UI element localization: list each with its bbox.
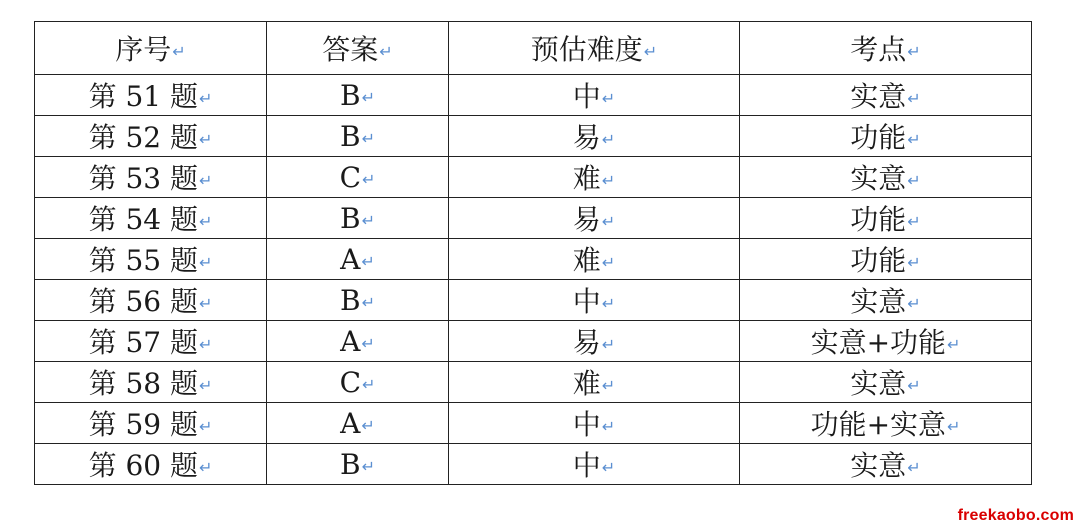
cell-answer: [267, 362, 449, 403]
cell-answer: [267, 280, 449, 321]
paragraph-mark-icon: ↵: [907, 42, 921, 61]
cell-text: C: [339, 160, 362, 194]
paragraph-mark-icon: ↵: [601, 376, 616, 395]
cell-number: [35, 403, 267, 444]
cell-difficulty: [449, 362, 740, 403]
cell-answer: [267, 321, 449, 362]
column-header-number: [35, 22, 267, 75]
paragraph-mark-icon: ↵: [199, 89, 213, 108]
paragraph-mark-icon: ↵: [361, 87, 375, 107]
cell-text: B: [340, 447, 361, 481]
column-header-label: 预估难度: [530, 33, 643, 66]
cell-text: 第 59 题: [88, 408, 199, 441]
paragraph-mark-icon: ↵: [907, 130, 921, 149]
paragraph-mark-icon: ↵: [199, 417, 213, 436]
cell-topic: [740, 157, 1032, 198]
cell-answer: [267, 157, 449, 198]
cell-answer: [267, 239, 449, 280]
paragraph-mark-icon: ↵: [361, 333, 375, 353]
paragraph-mark-icon: ↵: [601, 417, 616, 436]
paragraph-mark-icon: ↵: [199, 130, 213, 149]
cell-difficulty: [449, 403, 740, 444]
paragraph-mark-icon: ↵: [947, 335, 961, 354]
table-row: [35, 157, 1032, 198]
column-header-label: 考点: [850, 33, 907, 66]
cell-text: 实意: [850, 162, 907, 195]
cell-text: 中: [572, 449, 601, 482]
cell-text: 难: [572, 162, 601, 195]
cell-text: 易: [572, 203, 601, 236]
cell-topic: [740, 321, 1032, 362]
cell-topic: [740, 198, 1032, 239]
cell-text: 易: [572, 121, 601, 154]
paragraph-mark-icon: ↵: [362, 169, 376, 189]
cell-text: B: [340, 201, 361, 235]
cell-text: B: [340, 283, 361, 317]
cell-text: 实意: [850, 285, 907, 318]
paragraph-mark-icon: ↵: [361, 292, 375, 312]
cell-text: 易: [572, 326, 601, 359]
cell-answer: [267, 75, 449, 116]
paragraph-mark-icon: ↵: [199, 294, 213, 313]
paragraph-mark-icon: ↵: [362, 374, 376, 394]
table-row: [35, 362, 1032, 403]
answer-table: [34, 21, 1032, 485]
cell-topic: [740, 116, 1032, 157]
cell-text: 实意: [850, 367, 907, 400]
paragraph-mark-icon: ↵: [601, 253, 616, 272]
cell-text: B: [340, 119, 361, 153]
paragraph-mark-icon: ↵: [361, 415, 375, 435]
cell-answer: [267, 116, 449, 157]
cell-text: 第 54 题: [88, 203, 199, 236]
cell-number: [35, 321, 267, 362]
cell-text: 功能: [850, 121, 907, 154]
paragraph-mark-icon: ↵: [907, 171, 921, 190]
cell-difficulty: [449, 239, 740, 280]
table-row: [35, 239, 1032, 280]
table-row: [35, 75, 1032, 116]
cell-text: 功能+实意: [810, 408, 947, 441]
paragraph-mark-icon: ↵: [379, 42, 393, 61]
paragraph-mark-icon: ↵: [907, 253, 921, 272]
paragraph-mark-icon: ↵: [199, 335, 213, 354]
cell-text: 第 57 题: [88, 326, 199, 359]
paragraph-mark-icon: ↵: [601, 294, 616, 313]
cell-number: [35, 198, 267, 239]
cell-text: A: [340, 324, 361, 358]
paragraph-mark-icon: ↵: [199, 458, 213, 477]
paragraph-mark-icon: ↵: [361, 456, 375, 476]
cell-number: [35, 444, 267, 485]
paragraph-mark-icon: ↵: [601, 458, 616, 477]
cell-text: 第 60 题: [88, 449, 199, 482]
paragraph-mark-icon: ↵: [601, 130, 616, 149]
table-row: [35, 444, 1032, 485]
cell-text: 中: [572, 285, 601, 318]
cell-text: 中: [572, 80, 601, 113]
paragraph-mark-icon: ↵: [199, 212, 213, 231]
cell-text: 第 51 题: [88, 80, 199, 113]
paragraph-mark-icon: ↵: [199, 253, 213, 272]
cell-answer: [267, 403, 449, 444]
cell-topic: [740, 280, 1032, 321]
watermark: freekaobo.com: [957, 507, 1074, 524]
paragraph-mark-icon: ↵: [643, 42, 658, 61]
paragraph-mark-icon: ↵: [199, 376, 213, 395]
cell-number: [35, 239, 267, 280]
cell-number: [35, 157, 267, 198]
paragraph-mark-icon: ↵: [907, 294, 921, 313]
paragraph-mark-icon: ↵: [199, 171, 213, 190]
column-header-label: 答案: [322, 33, 379, 66]
paragraph-mark-icon: ↵: [907, 376, 921, 395]
cell-difficulty: [449, 198, 740, 239]
cell-text: A: [340, 242, 361, 276]
cell-text: 实意: [850, 80, 907, 113]
paragraph-mark-icon: ↵: [601, 89, 616, 108]
table-body: [35, 75, 1032, 485]
cell-text: 第 58 题: [88, 367, 199, 400]
table-row: [35, 198, 1032, 239]
paragraph-mark-icon: ↵: [601, 171, 616, 190]
cell-difficulty: [449, 321, 740, 362]
column-header-topic: [740, 22, 1032, 75]
paragraph-mark-icon: ↵: [947, 417, 961, 436]
cell-text: 中: [572, 408, 601, 441]
cell-text: A: [340, 406, 361, 440]
paragraph-mark-icon: ↵: [172, 42, 186, 61]
cell-number: [35, 116, 267, 157]
cell-text: 实意+功能: [810, 326, 947, 359]
cell-text: B: [340, 78, 361, 112]
column-header-difficulty: [449, 22, 740, 75]
cell-number: [35, 362, 267, 403]
paragraph-mark-icon: ↵: [601, 335, 616, 354]
cell-answer: [267, 198, 449, 239]
cell-topic: [740, 75, 1032, 116]
cell-text: 功能: [850, 244, 907, 277]
paragraph-mark-icon: ↵: [601, 212, 616, 231]
cell-text: 第 52 题: [88, 121, 199, 154]
cell-difficulty: [449, 75, 740, 116]
cell-difficulty: [449, 116, 740, 157]
cell-text: 第 56 题: [88, 285, 199, 318]
cell-topic: [740, 362, 1032, 403]
cell-text: 第 55 题: [88, 244, 199, 277]
table-row: [35, 321, 1032, 362]
column-header-answer: [267, 22, 449, 75]
cell-number: [35, 280, 267, 321]
cell-text: C: [339, 365, 362, 399]
cell-difficulty: [449, 280, 740, 321]
table-row: [35, 403, 1032, 444]
paragraph-mark-icon: ↵: [361, 251, 375, 271]
cell-topic: [740, 444, 1032, 485]
paragraph-mark-icon: ↵: [361, 128, 375, 148]
cell-text: 难: [572, 244, 601, 277]
cell-difficulty: [449, 157, 740, 198]
table-row: [35, 116, 1032, 157]
paragraph-mark-icon: ↵: [907, 458, 921, 477]
table-row: [35, 280, 1032, 321]
cell-text: 难: [572, 367, 601, 400]
header-row: [35, 22, 1032, 75]
paragraph-mark-icon: ↵: [907, 89, 921, 108]
cell-difficulty: [449, 444, 740, 485]
paragraph-mark-icon: ↵: [907, 212, 921, 231]
cell-text: 功能: [850, 203, 907, 236]
cell-text: 第 53 题: [88, 162, 199, 195]
cell-number: [35, 75, 267, 116]
cell-topic: [740, 403, 1032, 444]
cell-topic: [740, 239, 1032, 280]
column-header-label: 序号: [115, 33, 172, 66]
cell-text: 实意: [850, 449, 907, 482]
cell-answer: [267, 444, 449, 485]
paragraph-mark-icon: ↵: [361, 210, 375, 230]
